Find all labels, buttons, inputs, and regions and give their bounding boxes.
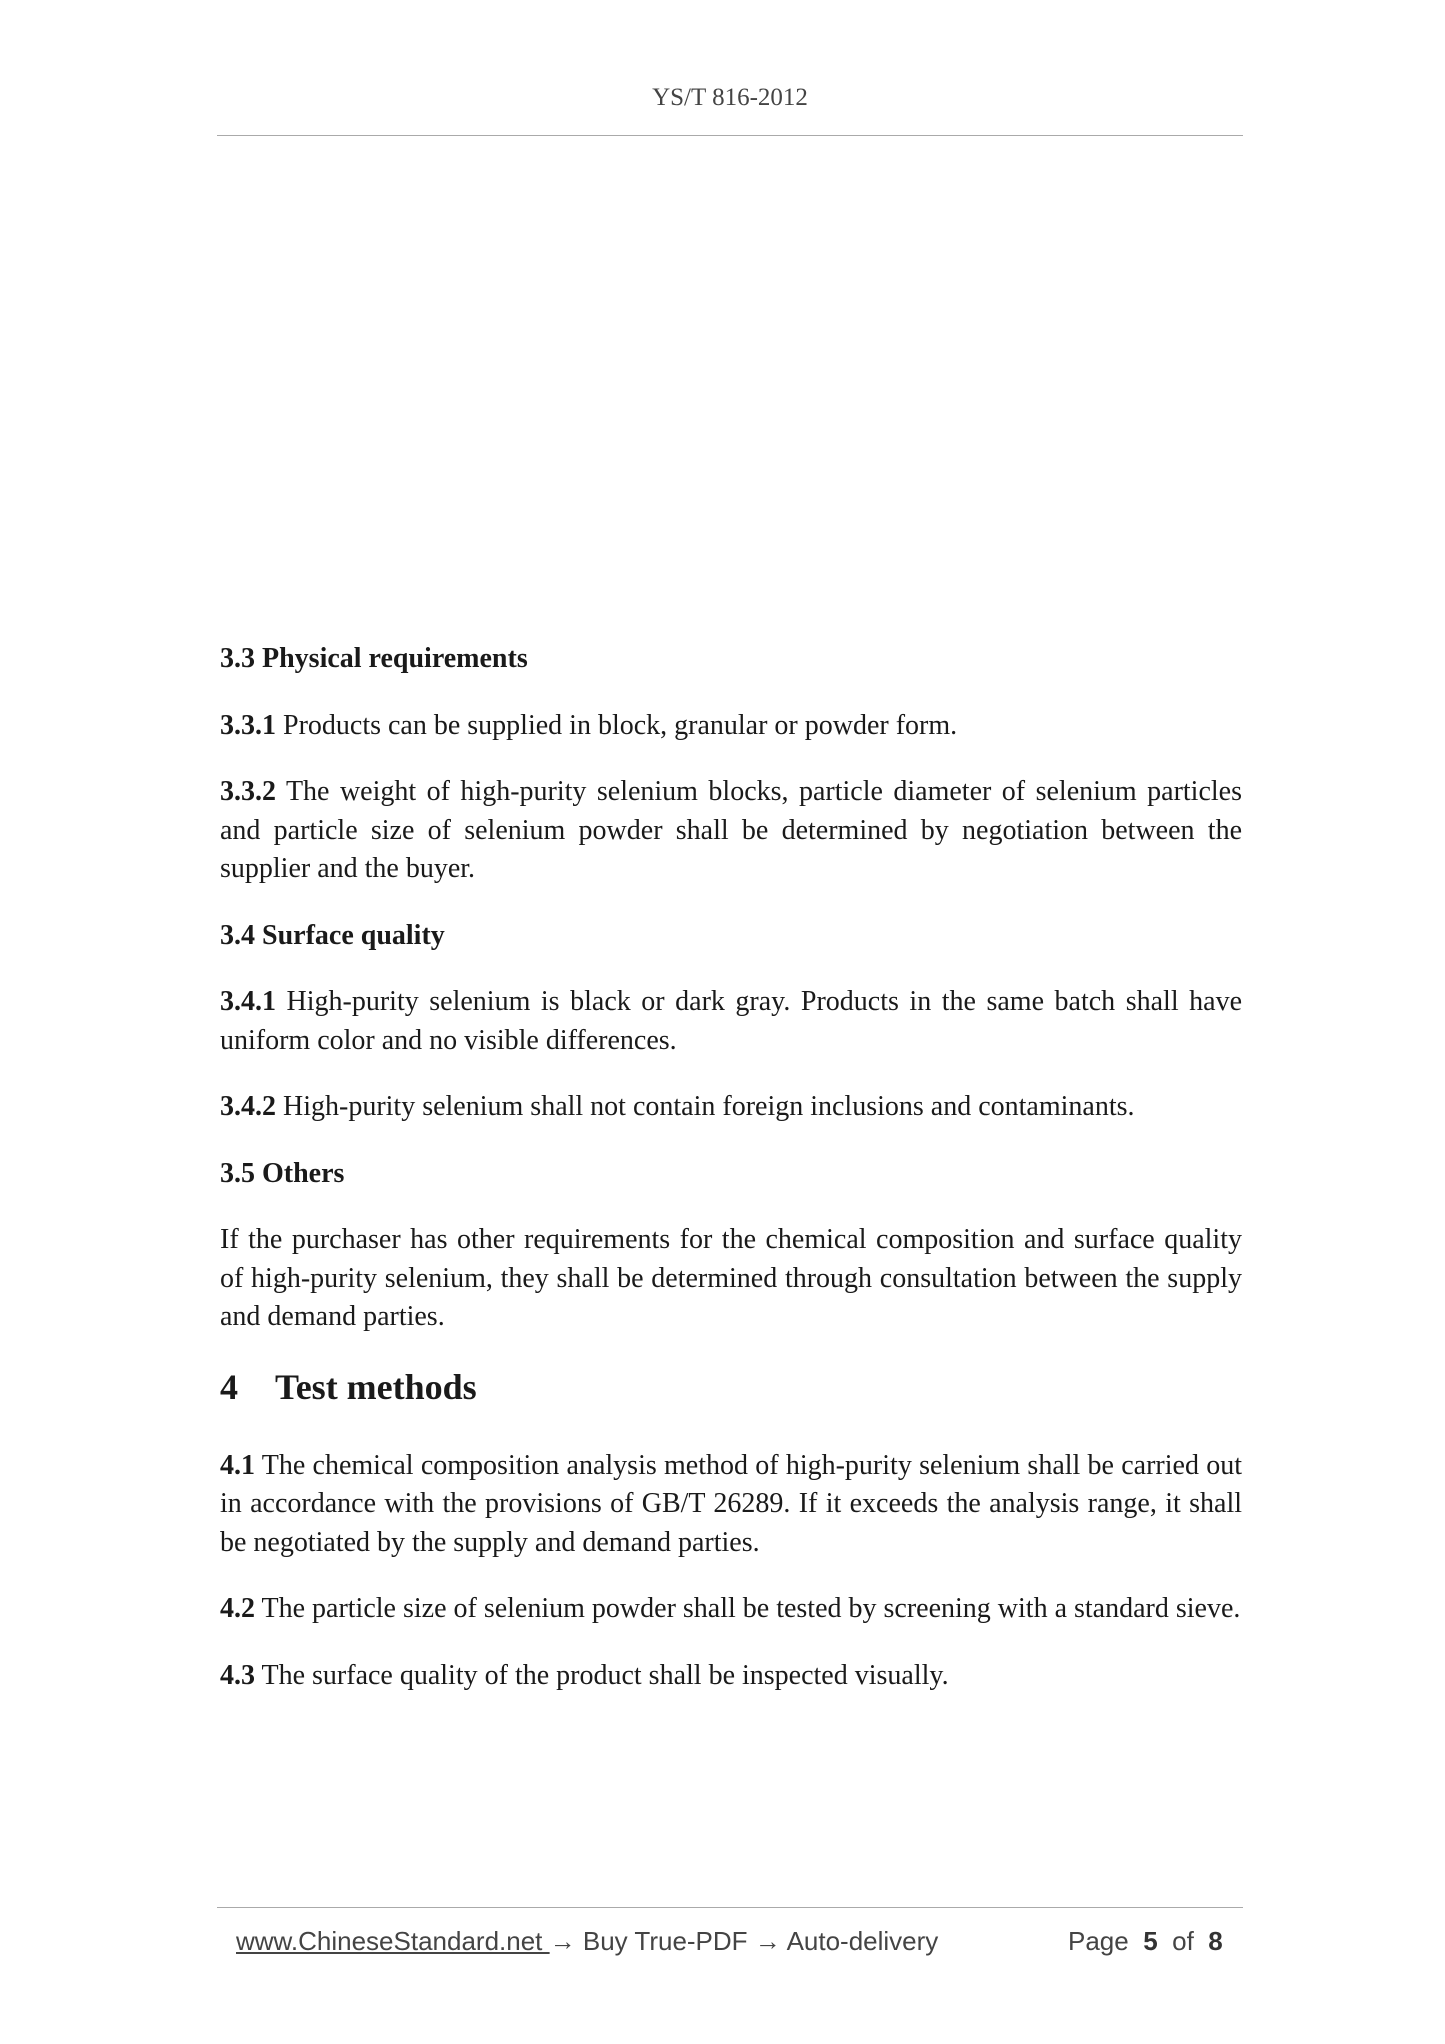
promo-text: → Buy True-PDF → Auto-delivery xyxy=(549,1926,939,1956)
clause-3-3-1 xyxy=(220,707,1242,746)
clause-4-3 xyxy=(220,1657,1242,1696)
document-body xyxy=(220,640,1242,1723)
clause-text: High-purity selenium is black or dark gray. Products in the same batch shall have uniform color and no visible differences. xyxy=(220,986,1242,1056)
page-label: Page xyxy=(1068,1926,1129,1956)
chapter-title: Test methods xyxy=(275,1366,477,1407)
clause-number: 4.3 xyxy=(220,1659,255,1691)
clause-number: 3.3.2 xyxy=(220,776,276,807)
clause-number: 3.3.1 xyxy=(220,709,276,741)
clause-text: The particle size of selenium powder shall be tested by screening with a standard sieve. xyxy=(255,1593,1241,1624)
page-total: 8 xyxy=(1208,1926,1223,1956)
clause-text: The chemical composition analysis method of high-purity selenium shall be carried out in accordance with the provisions of GB/T 26289. If it exceeds the analysis range, it shall be negotiated by the supply and demand parties. xyxy=(220,1449,1242,1558)
chapter-heading-4 xyxy=(220,1365,1242,1409)
section-heading-3-3: 3.3 Physical requirements xyxy=(220,643,528,674)
clause-3-4-2 xyxy=(220,1088,1242,1127)
clause-4-2 xyxy=(220,1590,1242,1629)
clause-3-3-2 xyxy=(220,773,1242,889)
footer-promo xyxy=(236,1926,938,1957)
clause-number: 3.4.1 xyxy=(220,986,276,1017)
clause-text: Products can be supplied in block, granular or powder form. xyxy=(276,709,958,741)
clause-text: High-purity selenium shall not contain foreign inclusions and contaminants. xyxy=(276,1091,1135,1122)
clause-number: 3.4.2 xyxy=(220,1091,276,1122)
site-link[interactable]: www.ChineseStandard.net xyxy=(236,1926,550,1956)
page-current: 5 xyxy=(1143,1926,1158,1956)
clause-number: 4.2 xyxy=(220,1593,255,1624)
chapter-number: 4 xyxy=(220,1366,238,1407)
clause-text: The surface quality of the product shall be inspected visually. xyxy=(255,1659,949,1691)
clause-number: 4.1 xyxy=(220,1449,255,1481)
clause-4-1 xyxy=(220,1447,1242,1563)
clause-text: The weight of high-purity selenium blocks, particle diameter of selenium particles and particle size of selenium powder shall be determined by negotiation between the supplier and the buyer. xyxy=(220,776,1242,884)
header-divider xyxy=(217,135,1243,136)
of-label: of xyxy=(1172,1926,1194,1956)
footer-divider xyxy=(217,1907,1243,1908)
section-heading-3-5: 3.5 Others xyxy=(220,1157,345,1189)
clause-3-5-text: If the purchaser has other requirements for the chemical composition and surface quality of high-purity selenium, they shall be determined through consultation between the supply and demand parties. xyxy=(220,1224,1242,1332)
section-heading-3-4: 3.4 Surface quality xyxy=(220,919,445,951)
page-indicator xyxy=(1068,1926,1223,1957)
clause-3-4-1 xyxy=(220,983,1242,1060)
document-code-header: YS/T 816-2012 xyxy=(652,84,808,111)
